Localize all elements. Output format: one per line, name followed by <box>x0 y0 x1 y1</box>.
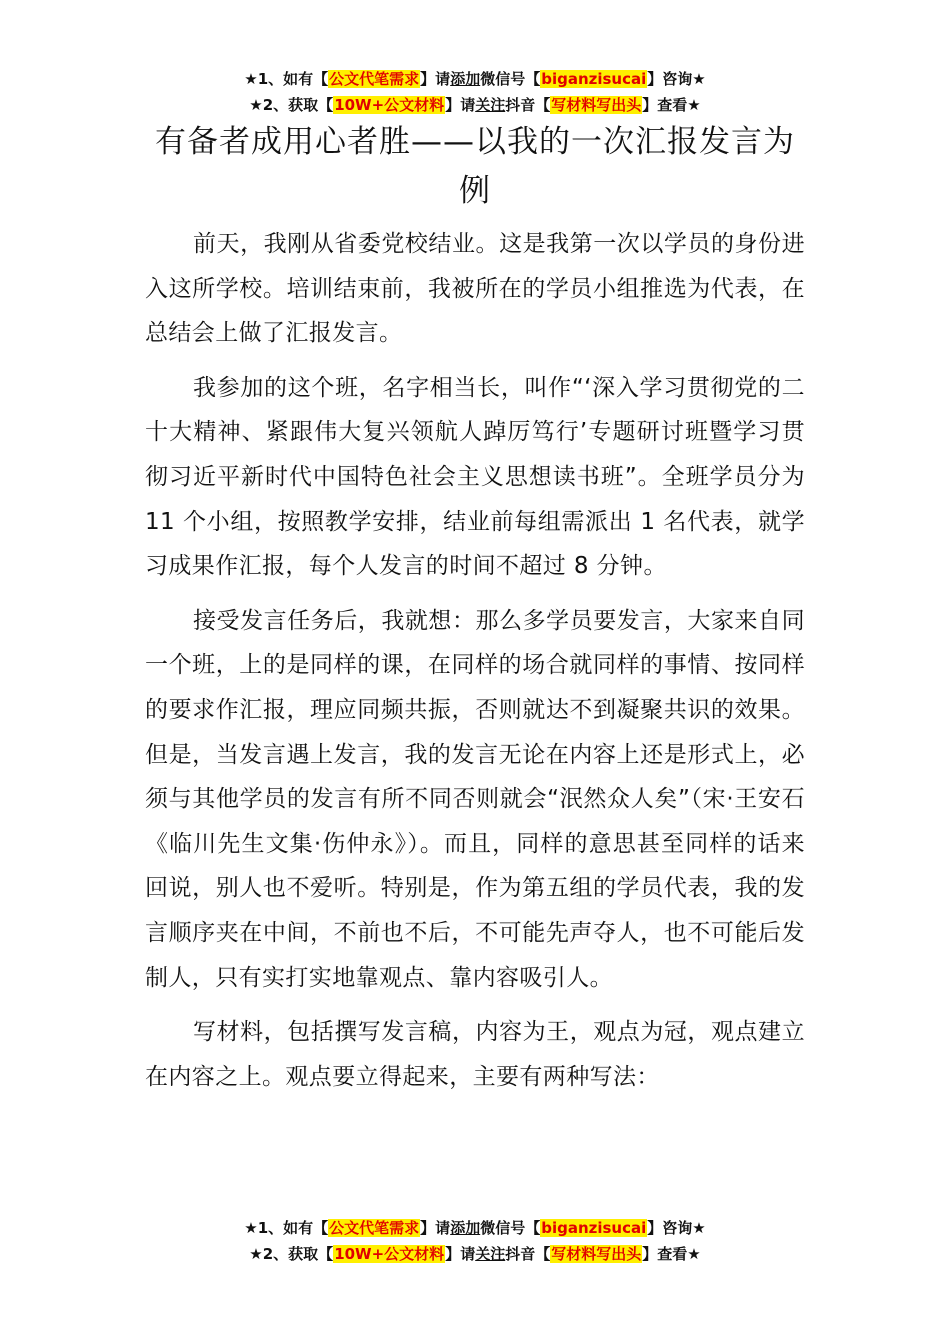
banner-highlight: biganzisucai <box>541 70 647 88</box>
banner-text: 】查看★ <box>642 1245 701 1263</box>
paragraph: 写材料，包括撰写发言稿，内容为王，观点为冠，观点建立在内容之上。观点要立得起来，主要有两种写法： <box>145 1019 805 1090</box>
banner-text: ★1、如有【 <box>244 1219 329 1237</box>
document-title: 有备者成用心者胜——以我的一次汇报发言为例 <box>155 124 795 209</box>
paragraph: 前天，我刚从省委党校结业。这是我第一次以学员的身份进入这所学校。培训结束前，我被所在的学员小组推选为代表，在总结会上做了汇报发言。 <box>145 231 805 347</box>
header-banner <box>0 66 950 118</box>
banner-highlight: 10W+公文材料 <box>334 1245 445 1263</box>
banner-underline: 添加 <box>450 1219 481 1237</box>
banner-highlight: 10W+公文材料 <box>334 96 445 114</box>
banner-text: 】咨询★ <box>647 1219 706 1237</box>
banner-highlight: 公文代笔需求 <box>329 70 420 88</box>
banner-line-1 <box>0 1215 950 1241</box>
paragraph: 接受发言任务后，我就想：那么多学员要发言，大家来自同一个班，上的是同样的课，在同样的场合就同样的事情、按同样的要求作汇报，理应同频共振，否则就达不到凝聚共识的效果。但是，当发言遇上发言，我的发言无论在内容上还是形式上，必须与其他学员的发言有所不同否则就会“泯然众人矣”（宋·王安石《临川先生文集·伤仲永》）。而且，同样的意思甚至同样的话来回说，别人也不爱听。特别是，作为第五组的学员代表，我的发言顺序夹在中间，不前也不后，不可能先声夺人，也不可能后发制人，只有实打实地靠观点、靠内容吸引人。 <box>145 607 805 991</box>
banner-text: 微信号【 <box>480 70 541 88</box>
banner-underline: 添加 <box>450 70 481 88</box>
banner-highlight: 写材料写出头 <box>551 1245 642 1263</box>
paragraph: 我参加的这个班，名字相当长，叫作“‘深入学习贯彻党的二十大精神、紧跟伟大复兴领航人踔厉笃行’专题研讨班暨学习贯彻习近平新时代中国特色社会主义思想读书班”。全班学员分为 11 个小组，按照教学安排，结业前每组需派出 1 名代表，就学习成果作汇报，每个人发言的时间不超过 8 分钟。 <box>145 374 805 580</box>
banner-underline: 关注 <box>475 1245 506 1263</box>
footer-banner <box>0 1215 950 1267</box>
banner-text: 】请 <box>420 1219 451 1237</box>
banner-text: 抖音【 <box>505 96 551 114</box>
banner-text: ★1、如有【 <box>244 70 329 88</box>
banner-text: 】咨询★ <box>647 70 706 88</box>
banner-text: 】请 <box>420 70 451 88</box>
banner-underline: 关注 <box>475 96 506 114</box>
document-body <box>145 222 805 1109</box>
banner-text: ★2、获取【 <box>249 1245 334 1263</box>
banner-text: 】请 <box>445 96 476 114</box>
banner-text: ★2、获取【 <box>249 96 334 114</box>
banner-highlight: 写材料写出头 <box>551 96 642 114</box>
banner-text: 】请 <box>445 1245 476 1263</box>
banner-highlight: 公文代笔需求 <box>329 1219 420 1237</box>
banner-line-2 <box>0 92 950 118</box>
banner-line-1 <box>0 66 950 92</box>
banner-text: 抖音【 <box>505 1245 551 1263</box>
banner-text: 微信号【 <box>480 1219 541 1237</box>
banner-highlight: biganzisucai <box>541 1219 647 1237</box>
banner-line-2 <box>0 1241 950 1267</box>
banner-text: 】查看★ <box>642 96 701 114</box>
